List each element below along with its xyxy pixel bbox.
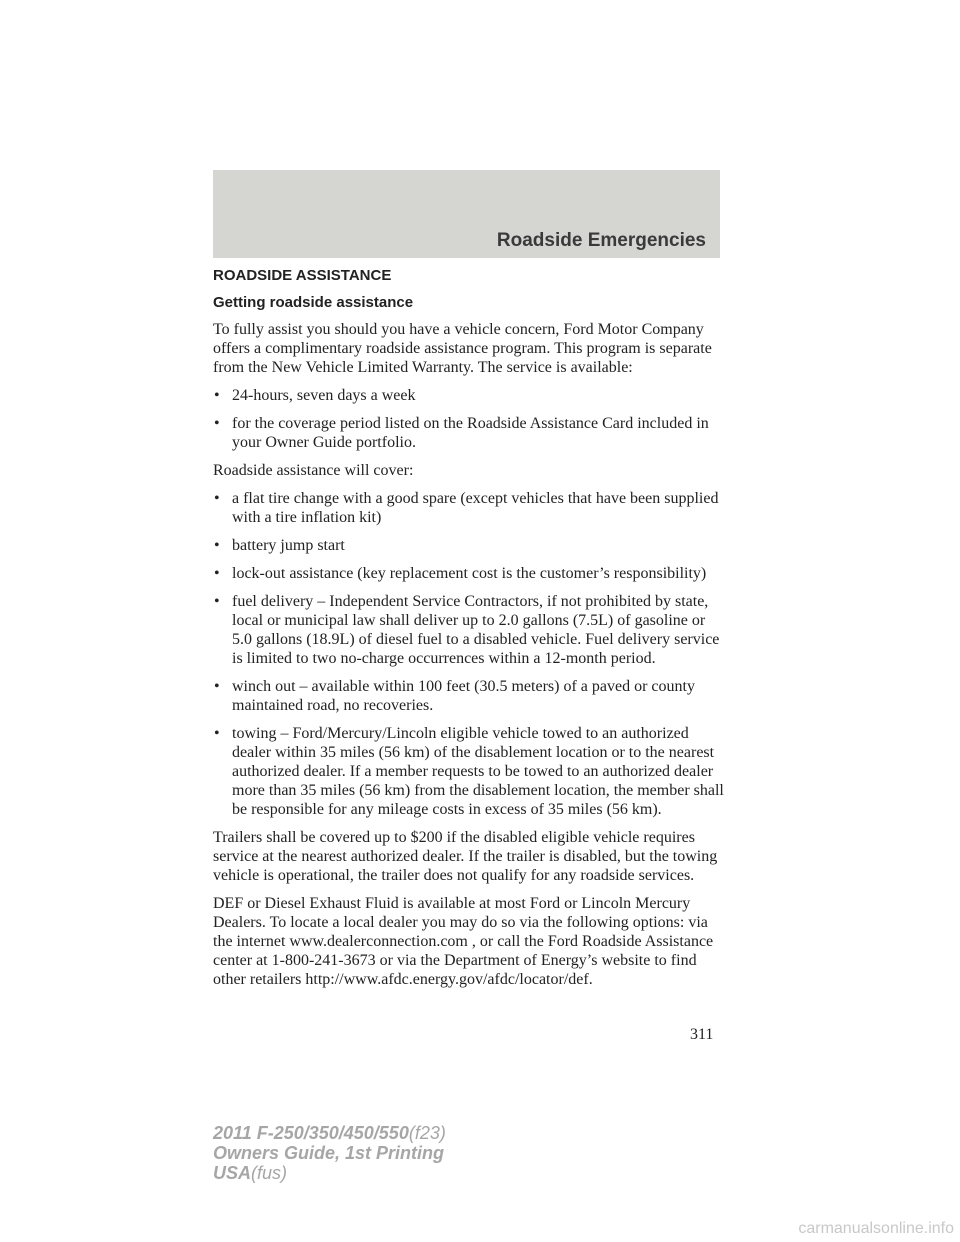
list-item-text: towing – Ford/Mercury/Lincoln eligible vehicle towed to an authorized dealer within 35 miles (56 km) of the disablement location or to the nearest authorized dealer. If a member requests to be towed to an authorized dealer more than 35 miles (56 km) from the disablement location, the member shall be responsible for any mileage costs in excess of 35 miles (56 km).	[232, 725, 724, 818]
list-item	[213, 592, 728, 668]
footer-market: USA	[213, 1163, 252, 1183]
list-item	[213, 677, 728, 715]
coverage-list	[213, 489, 728, 819]
section-header-title: Roadside Emergencies	[496, 230, 706, 251]
bullet-icon: •	[214, 725, 220, 742]
list-item	[213, 724, 728, 819]
list-item-text: battery jump start	[232, 537, 345, 554]
list-item-text: fuel delivery – Independent Service Contractors, if not prohibited by state, local or municipal law shall deliver up to 2.0 gallons (7.5L) of gasoline or 5.0 gallons (18.9L) of diesel fuel to a disabled vehicle. Fuel delivery service is limited to two no-charge occurrences within a 12-month period.	[232, 593, 720, 667]
footer-market-code: (fus)	[251, 1163, 288, 1183]
list-item	[213, 414, 728, 452]
subsection-title: Getting roadside assistance	[213, 294, 414, 311]
footer-guide: Owners Guide, 1st Printing	[213, 1143, 445, 1163]
bullet-icon: •	[214, 593, 220, 610]
bullet-icon: •	[214, 387, 220, 404]
footer-model: 2011 F-250/350/450/550	[213, 1123, 409, 1143]
bullet-icon: •	[214, 678, 220, 695]
list-item	[213, 386, 728, 405]
bullet-icon: •	[214, 537, 220, 554]
list-item	[213, 564, 728, 583]
list-item	[213, 489, 728, 527]
page-number: 311	[690, 1026, 714, 1043]
list-item-text: for the coverage period listed on the Roadside Assistance Card included in your Owner Guide portfolio.	[232, 415, 709, 451]
watermark: carmanualsonline.info	[798, 1220, 954, 1237]
list-item-text: a flat tire change with a good spare (except vehicles that have been supplied with a tire inflation kit)	[232, 490, 719, 526]
section-header-band	[213, 170, 720, 258]
list-item-text: winch out – available within 100 feet (30.5 meters) of a paved or county maintained road, no recoveries.	[232, 678, 695, 714]
footer-imprint	[213, 1123, 446, 1183]
bullet-icon: •	[214, 565, 220, 582]
cover-intro: Roadside assistance will cover:	[213, 462, 414, 479]
section-title: ROADSIDE ASSISTANCE	[213, 267, 392, 284]
bullet-icon: •	[214, 415, 220, 432]
footer-model-code: (f23)	[408, 1123, 446, 1143]
bullet-icon: •	[214, 490, 220, 507]
list-item-text: 24-hours, seven days a week	[232, 387, 416, 404]
list-item	[213, 536, 728, 555]
availability-list	[213, 386, 728, 452]
trailers-paragraph: Trailers shall be covered up to $200 if the disabled eligible vehicle requires service at the nearest authorized dealer. If the trailer is disabled, but the towing vehicle is operational, the trailer does not qualify for any roadside services.	[213, 829, 718, 884]
intro-paragraph: To fully assist you should you have a vehicle concern, Ford Motor Company offers a complimentary roadside assistance program. This program is separate from the New Vehicle Limited Warranty. The service is available:	[213, 321, 712, 376]
list-item-text: lock-out assistance (key replacement cost is the customer’s responsibility)	[232, 565, 707, 582]
page-content	[213, 266, 728, 998]
def-paragraph: DEF or Diesel Exhaust Fluid is available at most Ford or Lincoln Mercury Dealers. To locate a local dealer you may do so via the following options: via the internet www.dealerconnection.com , or call the Ford Roadside Assistance center at 1-800-241-3673 or via the Department of Energy’s website to find other retailers http://www.afdc.energy.gov/afdc/locator/def.	[213, 895, 714, 988]
